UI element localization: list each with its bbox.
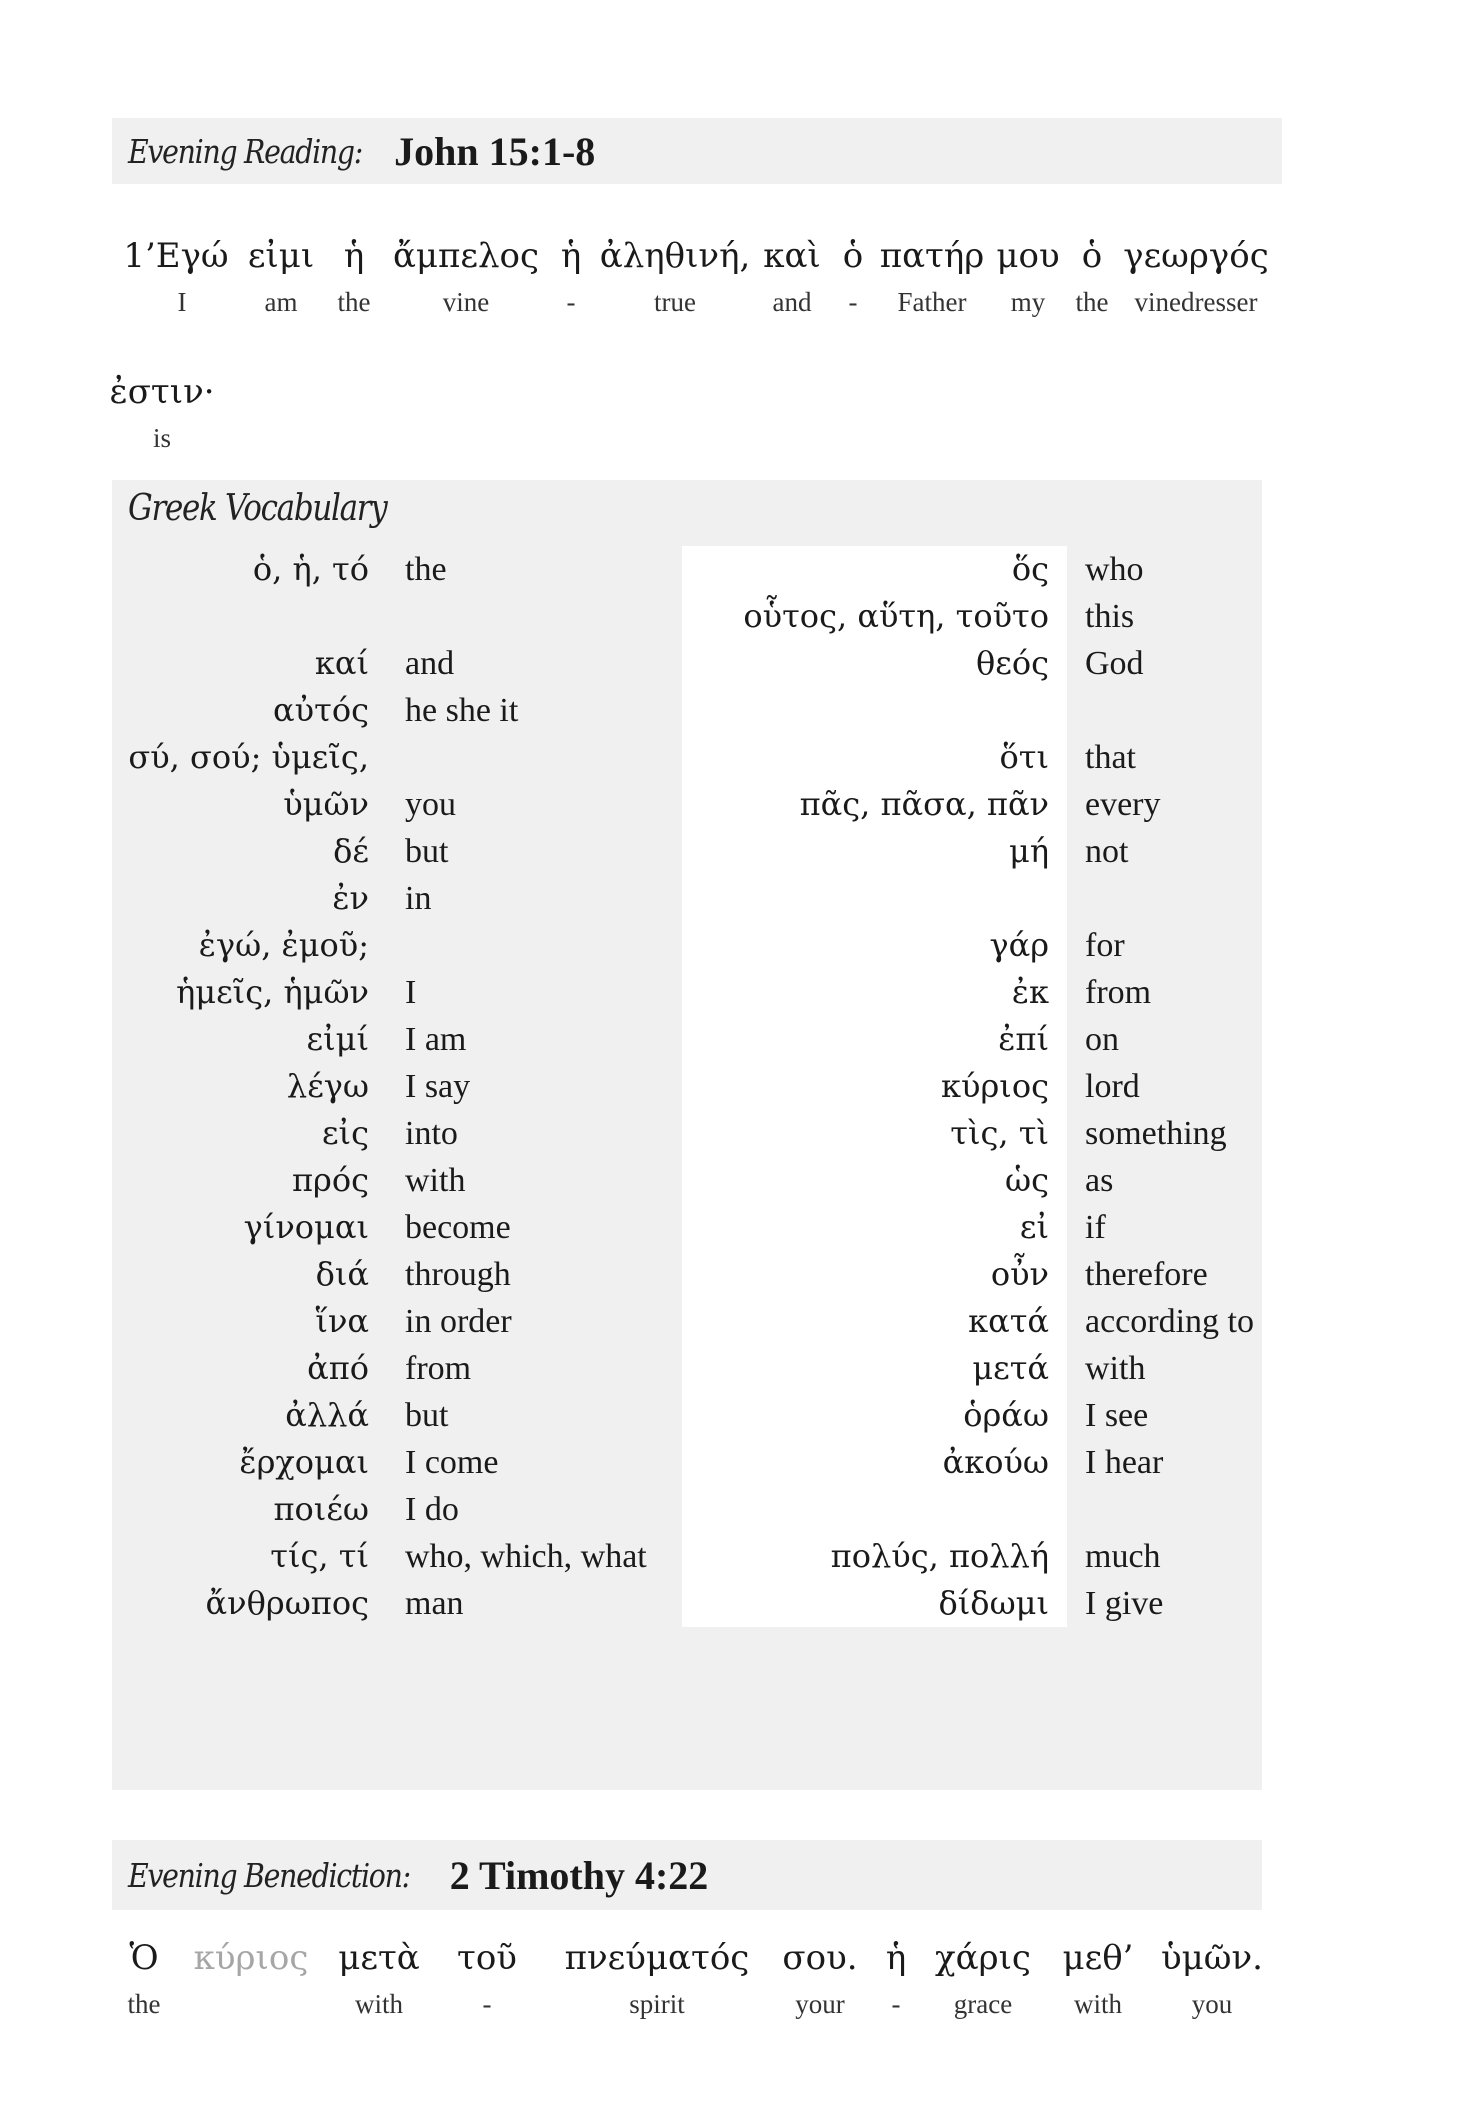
vocab-row [112,1204,682,1251]
vocab-greek: πρός [291,1161,369,1199]
vocab-greek: ὅς [682,546,1067,593]
vocab-gloss: I do [387,1486,682,1533]
vocab-row [682,640,1262,687]
vocab-gloss: I [387,969,682,1016]
vocab-row [682,1439,1262,1486]
vocab-gloss: he she it [387,687,682,734]
greek-word: ἄμπελος [392,236,540,276]
vocab-greek: εἰμί [306,1020,369,1058]
greek-word: πνεύματός [564,1938,750,1978]
vocab-row [682,1486,1262,1580]
vocab-greek: αὐτός [273,691,369,729]
greek-word: ὁ [1081,236,1103,276]
word-pair [386,234,546,320]
vocab-gloss: I am [387,1016,682,1063]
word-pair [176,1936,326,1986]
greek-word: καὶ [763,236,821,276]
greek-word: ἡ [560,236,582,276]
vocab-row [112,922,682,1016]
vocab-greek: δίδωμι [682,1580,1067,1627]
vocab-row [682,1063,1262,1110]
vocab-greek: κατά [682,1298,1067,1345]
vocab-row [112,1063,682,1110]
greek-word: ἐστιν· [109,372,215,412]
vocab-greek: πᾶς, πᾶσα, πᾶν [682,781,1067,828]
vocab-greek: εἰ [682,1204,1067,1251]
vocab-greek: ἀπό [307,1349,369,1387]
greek-word: ἡ [343,236,365,276]
gloss-word: spirit [629,1989,685,2019]
vocab-greek: τὶς, τὶ [682,1110,1067,1157]
vocab-gloss: God [1067,640,1262,687]
greek-word: τοῦ [457,1938,517,1978]
gloss-word: the [1075,287,1109,317]
vocab-row [112,1016,682,1063]
vocab-greek: διά [315,1255,369,1293]
word-pair [1154,1936,1270,2022]
vocab-greek: μετά [682,1345,1067,1392]
vocab-gloss: I see [1067,1392,1262,1439]
vocab-greek: ἵνα [315,1302,369,1340]
vocab-greek: ἀλλά [285,1396,369,1434]
vocab-row [682,781,1262,828]
greek-word: μεθ’ [1062,1938,1134,1978]
vocab-row [112,1298,682,1345]
greek-word: σου. [782,1938,858,1978]
word-pair [868,1936,924,2022]
vocab-greek: μή [682,828,1067,875]
vocab-greek: ὁ, ἡ, τό [252,550,369,588]
vocab-greek: εἰς [321,1114,369,1152]
vocab-greek: ὁράω [682,1392,1067,1439]
vocab-row [112,687,682,734]
vocab-gloss: from [1067,969,1262,1016]
gloss-word: with [1073,1989,1122,2019]
vocab-gloss: for [1067,922,1262,969]
vocab-gloss: as [1067,1157,1262,1204]
vocab-row [112,1345,682,1392]
vocab-gloss: this [1067,593,1262,640]
vocab-greek: καί [314,644,369,682]
vocab-row [682,1251,1262,1298]
gloss-word: vinedresser [1134,287,1258,317]
reading-header [112,118,1282,184]
word-pair [1116,234,1276,320]
vocab-gloss: according to [1067,1298,1262,1345]
word-pair [924,1936,1042,2022]
vocab-row [112,1392,682,1439]
greek-word: πατήρ [879,236,985,276]
gloss-word: grace [953,1989,1013,2019]
benediction-line [112,1936,1270,2022]
vocab-gloss: who, which, what [387,1533,682,1580]
vocab-row [112,1251,682,1298]
vocab-row [682,1345,1262,1392]
vocab-gloss: man [387,1580,682,1627]
word-pair [1042,1936,1154,2022]
gloss-word: with [354,1989,403,2019]
vocab-greek: ἐγώ, ἐμοῦ; ἡμεῖς, ἡμῶν [176,926,369,1011]
vocab-gloss: who [1067,546,1262,593]
vocabulary-left-column [112,546,682,1627]
benediction-label: Evening Benediction: [128,1855,410,1895]
vocab-gloss: become [387,1204,682,1251]
vocab-greek: δέ [333,832,369,870]
word-pair [322,234,386,320]
gloss-word: the [127,1989,161,2019]
word-pair [772,1936,868,2022]
vocab-gloss: not [1067,828,1262,875]
vocab-greek: ἀκούω [682,1439,1067,1486]
gloss-word: my [1010,287,1046,317]
vocabulary-panel [112,480,1262,1790]
vocab-gloss: from [387,1345,682,1392]
gloss-word: vine [442,287,490,317]
gloss-word: - [482,1989,492,2019]
vocab-gloss: with [1067,1345,1262,1392]
word-pair [830,234,876,320]
benediction-header [112,1840,1262,1910]
vocab-row [682,546,1262,593]
gloss-word: - [848,287,858,317]
vocab-row [682,1298,1262,1345]
verse-line-2 [109,370,215,456]
greek-word: χάρις [935,1938,1031,1978]
vocab-row [682,875,1262,969]
gloss-word: - [891,1989,901,2019]
vocab-greek: γίνομαι [243,1208,369,1246]
word-pair [326,1936,432,2022]
greek-word: ὑμῶν. [1161,1938,1263,1978]
vocab-row [112,734,682,828]
word-pair [112,234,240,320]
vocab-gloss: I hear [1067,1439,1262,1486]
vocab-row [682,1580,1262,1627]
vocab-row [682,828,1262,875]
vocab-row [682,1016,1262,1063]
word-pair [542,1936,772,2022]
gloss-word: is [152,423,171,453]
vocab-row [112,640,682,687]
word-pair [432,1936,542,2022]
greek-word: μου [996,236,1060,276]
vocab-gloss: and [387,640,682,687]
vocab-row [682,687,1262,781]
vocab-greek: ἔρχομαι [239,1443,369,1481]
vocab-greek: ὅτι [682,687,1067,781]
vocab-greek: τίς, τί [270,1537,369,1575]
vocab-row [112,1486,682,1533]
vocabulary-title: Greek Vocabulary [128,488,387,529]
greek-word: μετὰ [338,1938,420,1978]
vocab-gloss: that [1067,734,1262,781]
word-pair [109,370,215,456]
vocab-row [112,546,682,593]
greek-word: 1’Εγώ [123,236,229,276]
vocab-gloss: with [387,1157,682,1204]
vocab-greek: θεός [682,640,1067,687]
vocab-greek: ἐν [332,879,369,917]
gloss-word: am [264,287,298,317]
vocab-row [112,1157,682,1204]
gloss-word: I [177,287,187,317]
vocabulary-right-column [682,546,1262,1627]
gloss-word: you [1191,1989,1233,2019]
gloss-word: the [337,287,371,317]
vocab-greek: ἐπί [682,1016,1067,1063]
vocab-row [112,1439,682,1486]
vocab-row [112,1580,682,1627]
greek-word: ἀληθινή, [599,236,751,276]
vocab-gloss: I give [1067,1580,1262,1627]
vocab-row [682,1110,1262,1157]
vocab-gloss: if [1067,1204,1262,1251]
reading-reference: John 15:1-8 [394,128,596,174]
word-pair [1068,234,1116,320]
greek-word: ὁ [842,236,864,276]
vocab-gloss: through [387,1251,682,1298]
benediction-reference: 2 Timothy 4:22 [449,1852,709,1898]
verse-line-1 [112,234,1276,320]
word-pair [240,234,322,320]
vocab-gloss: I come [387,1439,682,1486]
greek-word: Ὁ [129,1938,159,1978]
word-pair [876,234,988,320]
greek-word: γεωργός [1123,236,1269,276]
word-pair [596,234,754,320]
gloss-word: Father [897,287,967,317]
vocab-gloss: much [1067,1533,1262,1580]
vocab-greek: κύριος [682,1063,1067,1110]
vocab-gloss: but [387,828,682,875]
vocab-gloss: on [1067,1016,1262,1063]
vocab-gloss: into [387,1110,682,1157]
vocab-row [112,828,682,875]
vocab-row [682,593,1262,640]
vocab-gloss: every [1067,781,1262,828]
vocab-greek: ἄνθρωπος [205,1584,369,1622]
greek-word: ἡ [885,1938,907,1978]
vocab-gloss: in [387,875,682,922]
vocab-row [682,1157,1262,1204]
vocab-gloss: the [387,546,682,593]
vocab-row [112,1533,682,1580]
vocab-gloss: therefore [1067,1251,1262,1298]
vocab-greek: σύ, σού; ὑμεῖς, ὑμῶν [128,738,369,823]
vocab-greek: ἐκ [682,969,1067,1016]
vocab-greek: πολύς, πολλή [682,1486,1067,1580]
word-pair [112,1936,176,2022]
vocab-row [682,1392,1262,1439]
gloss-word: true [654,287,696,317]
greek-word: εἰμι [247,236,315,276]
vocab-row [112,875,682,922]
vocab-row [682,969,1262,1016]
gloss-word: your [795,1989,845,2019]
vocab-greek: ὡς [682,1157,1067,1204]
vocab-row [112,1110,682,1157]
word-pair [754,234,830,320]
gloss-word: - [566,287,576,317]
vocab-gloss: but [387,1392,682,1439]
vocab-greek: λέγω [286,1067,369,1105]
vocab-gloss: you [387,781,682,828]
vocab-greek: οὗτος, αὕτη, τοῦτο [682,593,1067,640]
vocab-gloss: something [1067,1110,1262,1157]
vocab-row [682,1204,1262,1251]
vocab-greek: ποιέω [273,1490,369,1528]
gloss-word: and [772,287,812,317]
reading-label: Evening Reading: [128,131,363,171]
vocab-gloss: I say [387,1063,682,1110]
word-pair [988,234,1068,320]
word-pair [546,234,596,320]
vocab-greek: οὖν [682,1251,1067,1298]
vocab-gloss: lord [1067,1063,1262,1110]
greek-word: κύριος [193,1938,309,1978]
vocab-gloss: in order [387,1298,682,1345]
vocab-greek: γάρ [682,875,1067,969]
